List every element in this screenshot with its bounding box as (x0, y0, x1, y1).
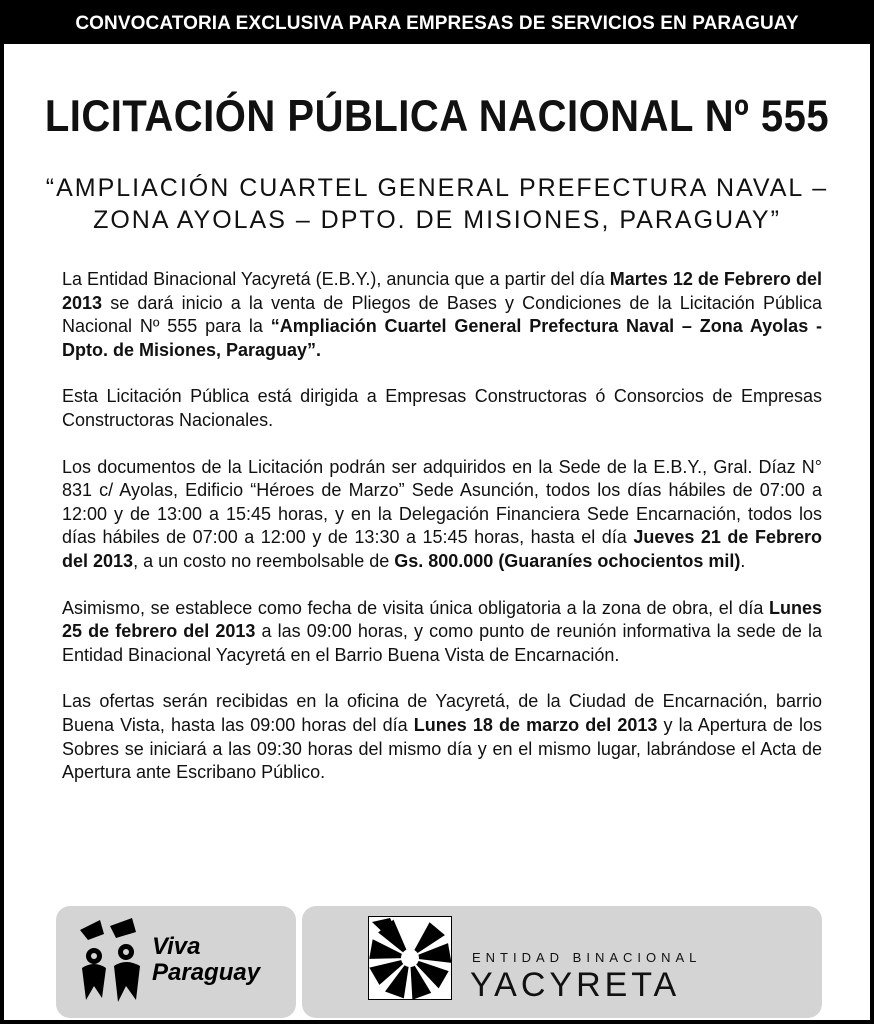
text-span: La Entidad Binacional Yacyretá (E.B.Y.), anuncia que a partir del día (62, 269, 610, 289)
yacyreta-wordmark: YACYRETA (470, 966, 681, 1004)
page-title: LICITACIÓN PÚBLICA NACIONAL Nº 555 (44, 92, 830, 142)
header-banner: CONVOCATORIA EXCLUSIVA PARA EMPRESAS DE SERVICIOS EN PARAGUAY (4, 4, 870, 44)
bold-cost: Gs. 800.000 (Guaraníes ochocientos mil) (394, 550, 741, 571)
yacyreta-logo-panel (302, 906, 822, 1018)
viva-paraguay-logo-panel (56, 906, 296, 1018)
viva-paraguay-icon (74, 916, 154, 1008)
subtitle-line-2: ZONA AYOLAS – DPTO. DE MISIONES, PARAGUAY” (93, 206, 781, 234)
viva-paraguay-wordmark (152, 934, 260, 986)
viva-text: Viva (152, 933, 201, 960)
text-span: . (740, 550, 746, 571)
text-span: y la Apertura de los Sobres se iniciará a las 09:30 horas del mismo día y en el mismo lugar, labrándose el Acta de Apertura ante Escribano Público. (62, 714, 823, 783)
paragraph-3 (62, 456, 822, 574)
text-span: Las ofertas serán recibidas en la oficina de Yacyretá, de la Ciudad de Encarnación, barrio Buena Vista, hasta las 09:00 horas del día (62, 691, 822, 735)
text-span: a las 09:00 horas, y como punto de reunión informativa la sede de la Entidad Binacional Yacyretá en el Barrio Buena Vista de Encarnación. (62, 621, 822, 665)
bold-project-name: “Ampliación Cuartel General Prefectura Naval – Zona Ayolas - Dpto. de Misiones, Paraguay”. (62, 316, 822, 360)
notice-body (62, 268, 822, 808)
paraguay-text: Paraguay (152, 959, 261, 986)
paragraph-4 (62, 597, 822, 668)
text-span: , a un costo no reembolsable de (133, 550, 395, 571)
paragraph-2: Esta Licitación Pública está dirigida a Empresas Constructoras ó Consorcios de Empresas Constructoras Nacionales. (62, 386, 822, 430)
entidad-binacional-text: ENTIDAD BINACIONAL (472, 950, 702, 965)
yacyreta-spiral-icon (368, 916, 452, 1000)
text-span: se dará inicio a la venta de Pliegos de Bases y Condiciones de la Licitación Pública Nacional Nº 555 para la (62, 292, 822, 337)
paragraph-1 (62, 268, 822, 362)
bold-date: Jueves 21 de Febrero del 2013 (62, 527, 822, 571)
subtitle (4, 172, 870, 236)
subtitle-line-1: “AMPLIACIÓN CUARTEL GENERAL PREFECTURA NAVAL – (45, 174, 829, 202)
text-span: Los documentos de la Licitación podrán ser adquiridos en la Sede de la E.B.Y., Gral. Díaz N° 831 c/ Ayolas, Edificio “Héroes de Marzo” Sede Asunción, todos los días hábiles de 07:00 a 12:00 y de 13:00 a 15:45 horas, y en la Delegación Financiera Sede Encarnación, todos los días hábiles de 07:00 a 12:00 y de 13:30 a 15:45 horas, hasta el día (62, 456, 822, 548)
bold-date: Lunes 25 de febrero del 2013 (62, 597, 822, 642)
bold-date: Martes 12 de Febrero del 2013 (62, 269, 822, 313)
paragraph-5 (62, 690, 822, 784)
text-span: Asimismo, se establece como fecha de visita única obligatoria a la zona de obra, el día (62, 597, 769, 618)
bold-date: Lunes 18 de marzo del 2013 (413, 714, 658, 735)
